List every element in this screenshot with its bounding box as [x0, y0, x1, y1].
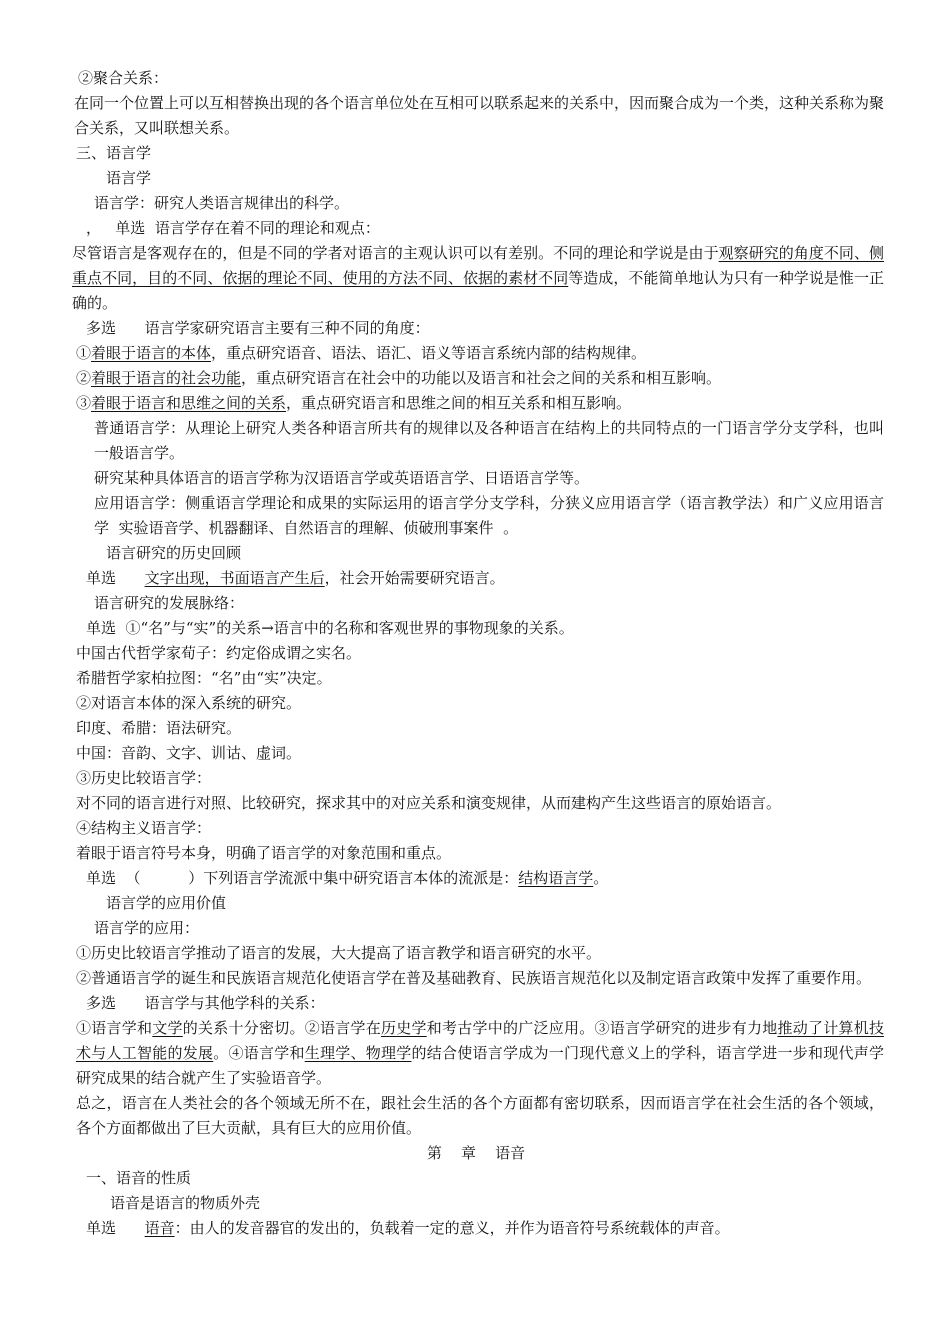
underlined-term: 历史学 [380, 1019, 427, 1037]
text-line [68, 691, 884, 716]
text-line [68, 841, 884, 866]
text-line [68, 1191, 884, 1216]
text-segment: 印度、希腊：语法研究。 [76, 719, 242, 737]
text-segment: 单选 ①“名”与“实”的关系→语言中的名称和客观世界的事物现象的关系。 [86, 619, 574, 637]
text-segment: ，重点研究语音、语法、语汇、语义等语言系统内部的结构规律。 [211, 344, 647, 362]
text-segment: 语言研究的发展脉络： [94, 594, 245, 612]
text-line [68, 91, 884, 141]
text-segment: 在同一个位置上可以互相替换出现的各个语言单位处在互相可以联系起来的关系中，因而聚合成为一个类，这种关系称为聚合关系，又叫联想关系。 [74, 94, 885, 137]
text-segment: 和考古学中的广泛应用。③语言学研究的进步有力地 [426, 1019, 778, 1037]
underlined-term: 文字出现，书面语言产生后 [144, 569, 325, 587]
text-line [68, 541, 884, 566]
text-segment: 语音是语言的物质外壳 [110, 1194, 261, 1212]
text-segment: 语言学的应用价值 [106, 894, 227, 912]
text-line [68, 941, 884, 966]
text-line [68, 1166, 884, 1191]
underlined-term: 推动了计算机技术与人工智能的发展 [76, 1019, 884, 1062]
text-segment: 。④语言学和 [213, 1044, 305, 1062]
text-segment: 。 [593, 869, 609, 887]
text-segment: ①历史比较语言学推动了语言的发展，大大提高了语言教学和语言研究的水平。 [76, 944, 602, 962]
text-segment: 总之，语言在人类社会的各个领域无所不在，跟社会生活的各个方面都有密切联系，因而语言学在社会生活的各个领域，各个方面都做出了巨大贡献，具有巨大的应用价值。 [76, 1094, 884, 1137]
text-line [68, 216, 884, 241]
text-line [68, 341, 884, 366]
underlined-term: 着眼于语言的社会功能 [91, 369, 242, 387]
text-segment: 单选 [86, 569, 145, 587]
underlined-term: 观察研究的角度不同、侧重点不同，目的不同、依据的理论不同、使用的方法不同、依据的素材不同 [72, 244, 884, 287]
text-line [68, 991, 884, 1016]
text-line [68, 641, 884, 666]
text-line [68, 416, 884, 466]
text-line [68, 916, 884, 941]
text-line [68, 791, 884, 816]
underlined-term: 结构语言学 [518, 869, 594, 887]
text-segment: 尽管语言是客观存在的，但是不同的学者对语言的主观认识可以有差别。不同的理论和学说是由于 [72, 244, 719, 262]
text-segment: 三、语言学 [76, 144, 152, 162]
text-segment: ②对语言本体的深入系统的研究。 [76, 694, 302, 712]
text-line [68, 66, 884, 91]
text-line [68, 1016, 884, 1091]
text-segment: 多选 语言学与其他学科的关系： [86, 994, 325, 1012]
text-line [68, 166, 884, 191]
text-line [68, 366, 884, 391]
text-segment: 单选 （ ）下列语言学流派中集中研究语言本体的流派是： [86, 869, 519, 887]
text-line [68, 766, 884, 791]
text-segment: ，重点研究语言在社会中的功能以及语言和社会之间的关系和相互影响。 [241, 369, 722, 387]
text-segment: ② [76, 369, 92, 387]
text-segment: 语言研究的历史回顾 [106, 544, 242, 562]
underlined-term: 文学 [152, 1019, 183, 1037]
text-segment: ②聚合关系： [78, 69, 169, 87]
text-segment: 多选 语言学家研究语言主要有三种不同的角度： [86, 319, 430, 337]
text-segment: 着眼于语言符号本身，明确了语言学的对象范围和重点。 [76, 844, 452, 862]
text-line [68, 191, 884, 216]
text-line [68, 391, 884, 416]
text-segment: 的结合使语言学成为一门现代意义上的学科，语言学进一步和现代声学研究成果的结合就产生了实验语音学。 [76, 1044, 884, 1087]
text-segment: 第 章 语音 [426, 1144, 526, 1162]
text-segment: 语言学：研究人类语言规律出的科学。 [94, 194, 350, 212]
text-segment: ， 单选 语言学存在着不同的理论和观点： [86, 219, 380, 237]
text-line [68, 566, 884, 591]
text-segment: ，社会开始需要研究语言。 [324, 569, 505, 587]
text-line [68, 716, 884, 741]
text-segment: 希腊哲学家柏拉图：“名”由“实”决定。 [76, 669, 332, 687]
text-line [68, 966, 884, 991]
text-line [68, 466, 884, 491]
text-segment: ① [76, 344, 92, 362]
text-line [68, 866, 884, 891]
text-line [68, 666, 884, 691]
text-segment: ：由人的发音器官的发出的，负载着一定的意义，并作为语音符号系统载体的声音。 [174, 1219, 730, 1237]
text-segment: ①语言学和 [76, 1019, 153, 1037]
underlined-term: 生理学、物理学 [304, 1044, 412, 1062]
text-segment: 的关系十分密切。②语言学在 [182, 1019, 381, 1037]
text-segment: 中国古代哲学家荀子：约定俗成谓之实名。 [76, 644, 362, 662]
text-line [68, 816, 884, 841]
text-line [68, 591, 884, 616]
text-segment: 中国：音韵、文字、训诂、虚词。 [76, 744, 302, 762]
text-segment: ③历史比较语言学： [76, 769, 212, 787]
text-segment: 对不同的语言进行对照、比较研究，探求其中的对应关系和演变规律，从而建构产生这些语言的原始语言。 [76, 794, 782, 812]
text-segment: 等造成，不能简单地认为只有一种学说是惟一正确的。 [72, 269, 884, 312]
text-line [68, 1216, 884, 1241]
text-segment: ③ [76, 394, 92, 412]
text-line [68, 616, 884, 641]
text-line [68, 491, 884, 541]
text-segment: 语言学 [106, 169, 152, 187]
text-segment: 研究某种具体语言的语言学称为汉语语言学或英语语言学、日语语言学等。 [94, 469, 590, 487]
text-segment: 普通语言学：从理论上研究人类各种语言所共有的规律以及各种语言在结构上的共同特点的一门语言学分支学科，也叫一般语言学。 [94, 419, 884, 462]
text-line [68, 1091, 884, 1141]
text-line [68, 316, 884, 341]
chapter-heading [68, 1141, 884, 1166]
text-line [68, 891, 884, 916]
text-segment: 一、语音的性质 [86, 1169, 192, 1187]
text-line [68, 741, 884, 766]
underlined-term: 着眼于语言的本体 [91, 344, 212, 362]
text-segment: 单选 [86, 1219, 145, 1237]
underlined-term: 语音 [144, 1219, 175, 1237]
text-segment: ，重点研究语言和思维之间的相互关系和相互影响。 [286, 394, 632, 412]
text-line [68, 141, 884, 166]
text-segment: ④结构主义语言学： [76, 819, 212, 837]
text-segment: 语言学的应用： [94, 919, 200, 937]
underlined-term: 着眼于语言和思维之间的关系 [91, 394, 287, 412]
text-segment: 应用语言学：侧重语言学理论和成果的实际运用的语言学分支学科，分狭义应用语言学（语言教学法）和广义应用语言学 实验语音学、机器翻译、自然语言的理解、侦破刑事案件 。 [94, 494, 884, 537]
text-segment: ②普通语言学的诞生和民族语言规范化使语言学在普及基础教育、民族语言规范化以及制定语言政策中发挥了重要作用。 [76, 969, 872, 987]
document-page [68, 66, 884, 1241]
text-line [68, 241, 884, 316]
